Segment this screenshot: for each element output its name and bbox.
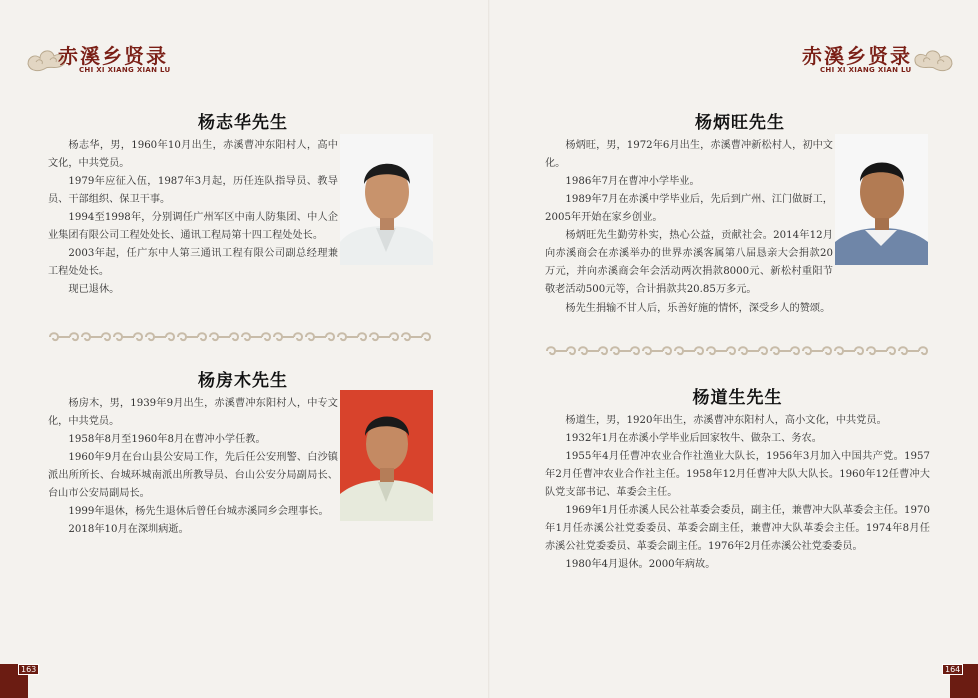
header-title: 赤溪乡贤录	[58, 44, 168, 68]
portrait-photo	[340, 134, 433, 265]
bio-paragraph: 1955年4月任曹冲农业合作社渔业大队长，1956年3月加入中国共产党。1957年2月任曹冲农业合作社主任。1958年12月任曹冲大队大队长。1960年12任曹冲大队党支部书记、革委会主任。	[545, 451, 930, 498]
bio-paragraph: 1969年1月任赤溪人民公社革委会委员，副主任，兼曹冲大队革委会主任。1970年1月任赤溪公社党委委员、革委会副主任，兼曹冲大队革委会主任。1974年8月任赤溪公社党委委员、革委会副主任。1976年2月任赤溪公社党委委员。	[545, 505, 930, 552]
bio-yang-zhihua	[48, 108, 338, 299]
bio-paragraph: 杨房木，男，1939年9月出生，赤溪曹冲东阳村人，中专文化，中共党员。	[48, 398, 338, 427]
bio-name: 杨道生先生	[692, 388, 783, 408]
bio-paragraph: 杨炳旺先生勤劳朴实，热心公益，贡献社会。2014年12月向赤溪商会在赤溪举办的世界赤溪客属第八届恳亲大会捐款20万元，并向赤溪商会年会活动两次捐款8000元、新松村重阳节敬老活动500元等，合计捐款共20.85万多元。	[545, 230, 833, 295]
bio-yang-bingwang-continued	[545, 300, 930, 318]
bio-paragraph: 1958年8月至1960年8月在曹冲小学任教。	[68, 434, 266, 445]
bio-name: 杨炳旺先生	[695, 113, 785, 133]
bio-paragraph: 1960年9月在台山县公安局工作，先后任公安刑警、白沙镇派出所所长、台城环城南派出所教导员、台山公安分局副局长、台山市公安局副局长。	[48, 452, 338, 499]
header-logo-left	[24, 38, 184, 78]
portrait-photo	[340, 390, 433, 521]
bio-paragraph: 1979年应征入伍，1987年3月起，历任连队指导员、教导员、干部组织、保卫干事。	[48, 176, 338, 205]
header-title: 赤溪乡贤录	[802, 44, 912, 68]
bio-paragraph: 杨炳旺，男，1972年6月出生，赤溪曹冲新松村人，初中文化。	[545, 140, 833, 169]
portrait-photo	[835, 134, 928, 265]
bio-yang-daosheng	[545, 383, 930, 574]
bio-paragraph: 杨先生捐输不甘人后，乐善好施的情怀，深受乡人的赞颂。	[565, 303, 831, 314]
bio-paragraph: 2003年起，任广东中人第三通讯工程有限公司副总经理兼工程处处长。	[48, 248, 338, 277]
bio-paragraph: 1932年1月在赤溪小学毕业后回家牧牛、做杂工、务农。	[565, 433, 822, 444]
page-number-right: 164	[942, 664, 963, 675]
bio-yang-fangmu	[48, 366, 338, 539]
header-subtitle: CHI XI XIANG XIAN LU	[820, 66, 912, 74]
bio-name: 杨房木先生	[198, 371, 288, 391]
bio-paragraph: 1989年7月在赤溪中学毕业后，先后到广州、江门做厨工，2005年开始在家乡创业。	[545, 194, 833, 223]
header-subtitle: CHI XI XIANG XIAN LU	[79, 66, 171, 74]
page-number-left: 163	[18, 664, 39, 675]
bio-paragraph: 2018年10月在深圳病逝。	[68, 524, 189, 535]
bio-paragraph: 现已退休。	[68, 284, 120, 295]
bio-paragraph: 1999年退休，杨先生退休后曾任台城赤溪同乡会理事长。	[68, 506, 329, 517]
bio-paragraph: 1994至1998年，分别调任广州军区中南人防集团、中人企业集团有限公司工程处处长、通讯工程局第十四工程处处长。	[48, 212, 338, 241]
header-logo-right	[790, 38, 950, 78]
cloud-ornament-icon	[910, 42, 956, 74]
ornament-divider	[545, 344, 930, 358]
bio-name: 杨志华先生	[198, 113, 288, 133]
bio-paragraph: 杨道生，男，1920年出生，赤溪曹冲东阳村人，高小文化，中共党员。	[565, 415, 887, 426]
bio-paragraph: 杨志华，男，1960年10月出生，赤溪曹冲东阳村人，高中文化，中共党员。	[48, 140, 338, 169]
bio-paragraph: 1986年7月在曹冲小学毕业。	[565, 176, 700, 187]
bio-paragraph: 1980年4月退休。2000年病故。	[565, 559, 716, 570]
ornament-divider	[48, 330, 433, 344]
book-spine	[488, 0, 490, 698]
bio-yang-bingwang	[545, 108, 833, 299]
